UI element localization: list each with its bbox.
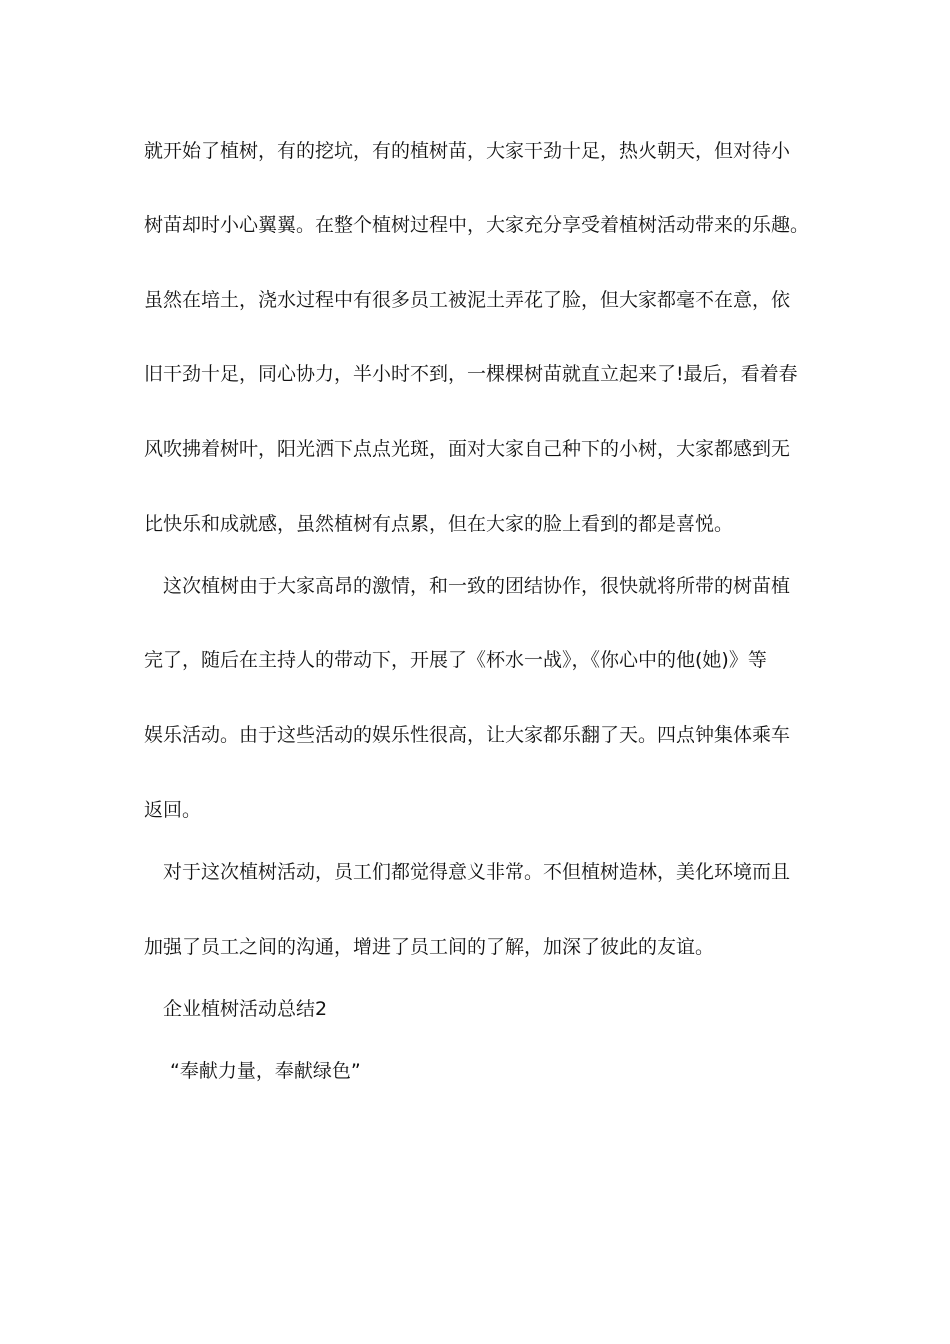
paragraph-line: 对于这次植树活动，员工们都觉得意义非常。不但植树造林，美化环境而且 <box>163 861 791 883</box>
paragraph-line: 树苗却时小心翼翼。在整个植树过程中，大家充分享受着植树活动带来的乐趣。 <box>144 214 810 236</box>
paragraph-line: 娱乐活动。由于这些活动的娱乐性很高，让大家都乐翻了天。四点钟集体乘车 <box>144 724 791 746</box>
paragraph-line: 加强了员工之间的沟通，增进了员工间的了解，加深了彼此的友谊。 <box>144 936 715 958</box>
slogan-quote: “奉献力量，奉献绿色” <box>170 1060 361 1082</box>
paragraph-line: 返回。 <box>144 799 202 821</box>
section-heading: 企业植树活动总结2 <box>163 998 328 1020</box>
paragraph-line: 比快乐和成就感，虽然植树有点累，但在大家的脸上看到的都是喜悦。 <box>144 513 734 535</box>
paragraph-line: 完了，随后在主持人的带动下，开展了《杯水一战》，《你心中的他(她)》等 <box>144 649 767 671</box>
paragraph-line: 这次植树由于大家高昂的激情，和一致的团结协作，很快就将所带的树苗植 <box>163 575 791 597</box>
paragraph-line: 就开始了植树，有的挖坑，有的植树苗，大家干劲十足，热火朝天，但对待小 <box>144 140 791 162</box>
paragraph-line: 旧干劲十足，同心协力，半小时不到，一棵棵树苗就直立起来了!最后，看着春 <box>144 363 798 385</box>
paragraph-line: 风吹拂着树叶，阳光洒下点点光斑，面对大家自己种下的小树，大家都感到无 <box>144 438 791 460</box>
paragraph-line: 虽然在培土，浇水过程中有很多员工被泥土弄花了脸，但大家都毫不在意，依 <box>144 289 791 311</box>
